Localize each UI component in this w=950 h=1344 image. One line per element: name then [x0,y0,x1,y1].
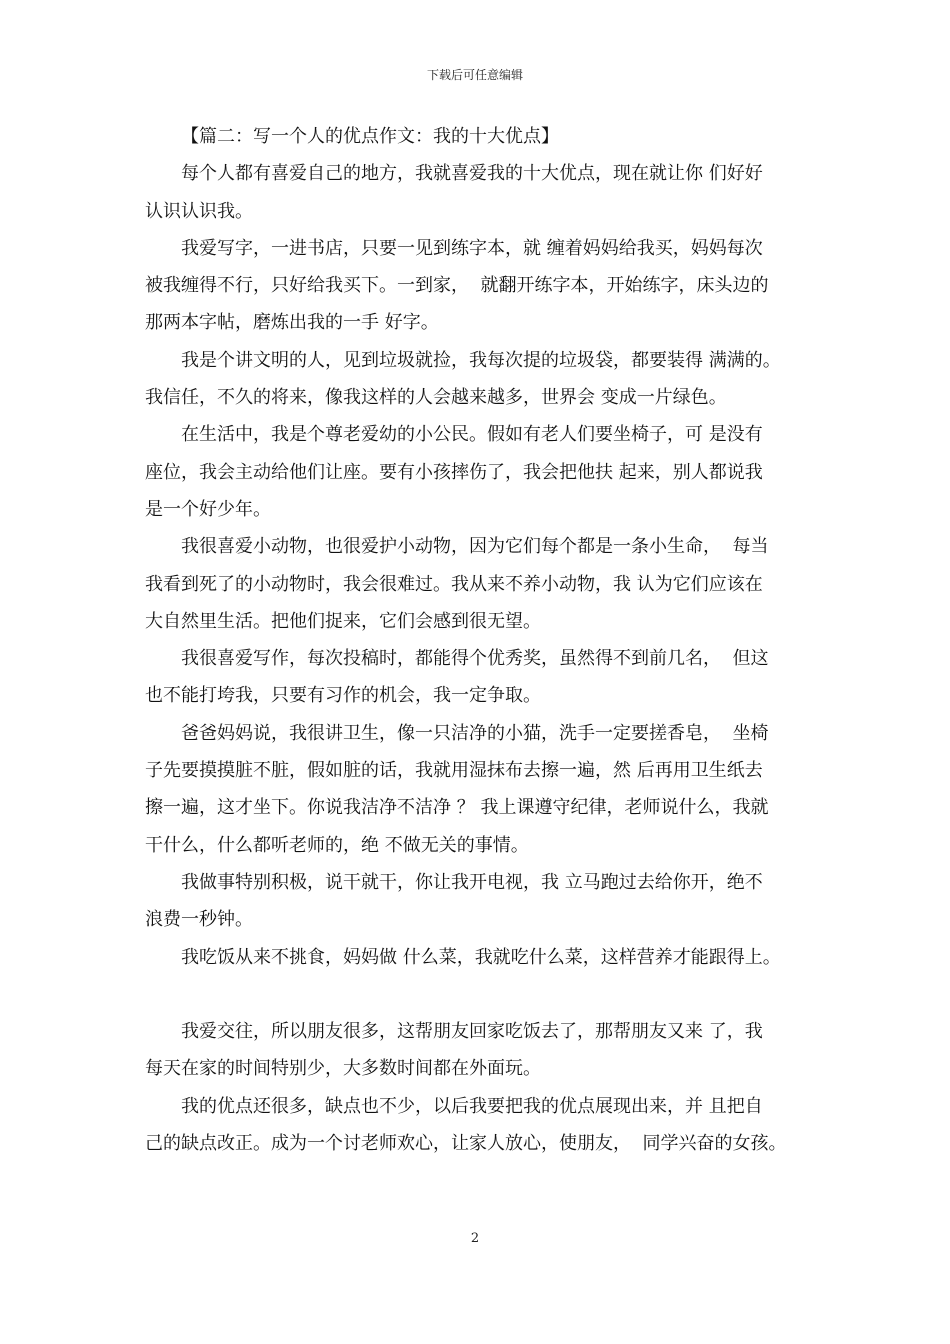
paragraph-line: 浪费一秒钟。 [145,909,253,931]
paragraph-line: 干什么，什么都听老师的，绝 不做无关的事情。 [145,834,529,856]
blank-line [145,976,815,1013]
paragraph-line: 己的缺点改正。成为一个讨老师欢心，让家人放心，使朋友， 同学兴奋的女孩。 [145,1133,787,1155]
paragraph-line: 认识认识我。 [145,200,253,222]
paragraph-line: 每个人都有喜爱自己的地方，我就喜爱我的十大优点，现在就让你 们好好 [181,163,763,185]
header-note: 下载后可任意编辑 [426,68,523,82]
paragraph-line: 我很喜爱小动物，也很爱护小动物，因为它们每个都是一条小生命， 每当 [181,536,769,558]
paragraph-line: 在生活中，我是个尊老爱幼的小公民。假如有老人们要坐椅子，可 是没有 [181,424,763,446]
paragraph-line: 座位，我会主动给他们让座。要有小孩摔伤了，我会把他扶 起来，别人都说我 [145,461,763,483]
page-number: 2 [470,1231,480,1246]
paragraph-line: 大自然里生活。把他们捉来，它们会感到很无望。 [145,610,541,632]
paragraph-line: 是一个好少年。 [145,498,271,520]
paragraph-line: 我爱写字，一进书店，只要一见到练字本，就 缠着妈妈给我买，妈妈每次 [181,237,763,259]
paragraph-line: 我吃饭从来不挑食，妈妈做 什么菜，我就吃什么菜，这样营养才能跟得上。 [181,946,781,968]
paragraph-line: 我做事特别积极，说干就干，你让我开电视，我 立马跑过去给你开，绝不 [181,871,763,893]
paragraph-line: 每天在家的时间特别少，大多数时间都在外面玩。 [145,1058,541,1080]
paragraph-line: 擦一遍，这才坐下。你说我洁净不洁净 ？ 我上课遵守纪律，老师说什么，我就 [145,797,769,819]
paragraph-line: 子先要摸摸脏不脏，假如脏的话，我就用湿抹布去擦一遍，然 后再用卫生纸去 [145,760,763,782]
paragraph-line: 爸爸妈妈说，我很讲卫生，像一只洁净的小猫，洗手一定要搓香皂， 坐椅 [181,722,769,744]
paragraph-line: 也不能打垮我，只要有习作的机会，我一定争取。 [145,685,541,707]
paragraph-line: 我的优点还很多，缺点也不少，以后我要把我的优点展现出来，并 且把自 [181,1095,763,1117]
paragraph-line: 那两本字帖，磨炼出我的一手 好字。 [145,312,439,334]
paragraph-line: 我很喜爱写作，每次投稿时，都能得个优秀奖，虽然得不到前几名， 但这 [181,648,769,670]
section-title: 【篇二：写一个人的优点作文：我的十大优点】 [181,126,559,147]
paragraph-line: 我信任，不久的将来，像我这样的人会越来越多，世界会 变成一片绿色。 [145,387,727,409]
document-body [145,118,815,1162]
paragraph-line: 我爱交往，所以朋友很多，这帮朋友回家吃饭去了，那帮朋友又来 了，我 [181,1021,763,1043]
paragraph-line: 我看到死了的小动物时，我会很难过。我从来不养小动物，我 认为它们应该在 [145,573,763,595]
paragraph-line: 被我缠得不行，只好给我买下。一到家， 就翻开练字本，开始练字，床头边的 [145,275,769,297]
paragraph-line: 我是个讲文明的人，见到垃圾就捡，我每次提的垃圾袋，都要装得 满满的。 [181,349,781,371]
